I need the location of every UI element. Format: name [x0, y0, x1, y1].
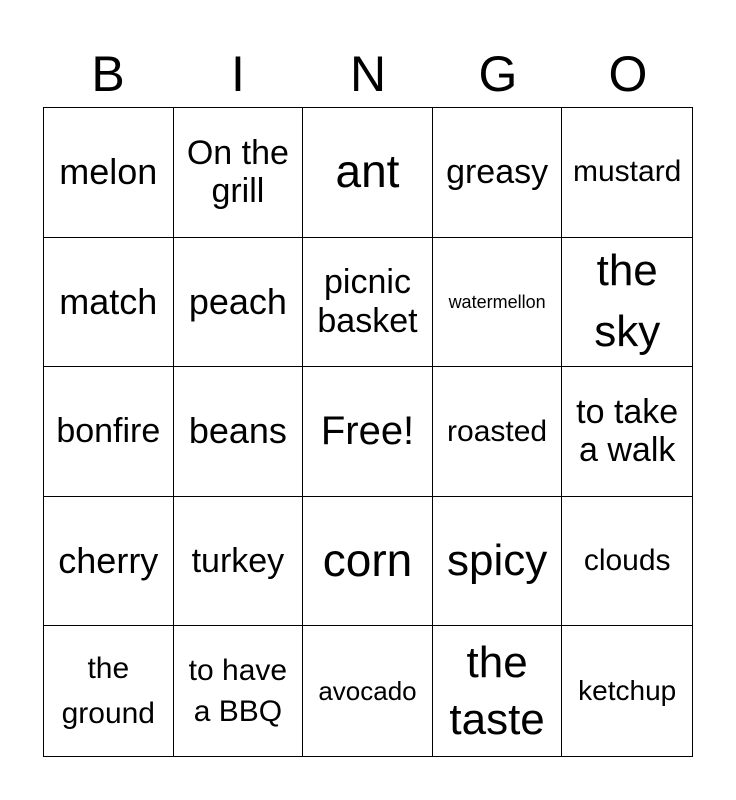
bingo-cell[interactable]	[174, 626, 304, 756]
cell-text: watermellon	[448, 291, 546, 312]
bingo-cell[interactable]	[303, 108, 433, 238]
header-letter-i: I	[231, 46, 245, 102]
cell-text: greasy	[446, 153, 549, 192]
bingo-cell[interactable]	[174, 108, 304, 238]
cell-text: clouds	[583, 544, 671, 578]
cell-text: the sky	[594, 246, 661, 356]
cell-text: peach	[188, 280, 287, 322]
bingo-cell[interactable]	[303, 497, 433, 627]
cell-text: bonfire	[56, 412, 161, 451]
bingo-cell[interactable]	[174, 238, 304, 368]
bingo-cell[interactable]	[44, 626, 174, 756]
bingo-cell[interactable]	[303, 367, 433, 497]
bingo-cell[interactable]	[44, 497, 174, 627]
bingo-cell[interactable]	[44, 367, 174, 497]
header-letter-g: G	[478, 46, 518, 102]
cell-text: picnic basket	[317, 263, 418, 340]
header-letter-n: N	[349, 46, 387, 102]
bingo-cell[interactable]	[562, 626, 692, 756]
cell-text: On the grill	[186, 133, 289, 211]
bingo-cell[interactable]	[562, 367, 692, 497]
cell-text: turkey	[191, 541, 285, 580]
bingo-cell[interactable]	[303, 626, 433, 756]
cell-text: melon	[59, 150, 158, 192]
cell-text: match	[59, 280, 158, 322]
bingo-cell[interactable]	[562, 108, 692, 238]
bingo-cell[interactable]	[303, 238, 433, 368]
cell-text: ant	[335, 145, 400, 198]
bingo-cell[interactable]	[433, 367, 563, 497]
cell-text: the ground	[61, 652, 155, 731]
bingo-cell[interactable]	[433, 238, 563, 368]
cell-text: mustard	[573, 155, 682, 189]
bingo-cell[interactable]	[433, 626, 563, 756]
cell-text: corn	[322, 534, 413, 587]
bingo-cell[interactable]	[44, 238, 174, 368]
cell-text: Free!	[320, 408, 415, 453]
header-letter-o: O	[608, 46, 648, 102]
bingo-cell[interactable]	[44, 108, 174, 238]
cell-text: the taste	[449, 638, 545, 745]
header-letter-b: B	[91, 46, 125, 102]
cell-text: to have a BBQ	[188, 653, 288, 729]
cell-text: cherry	[58, 539, 159, 581]
bingo-cell[interactable]	[174, 367, 304, 497]
bingo-cell[interactable]	[562, 238, 692, 368]
cell-text: ketchup	[578, 675, 677, 707]
bingo-cell[interactable]	[562, 497, 692, 627]
cell-text: beans	[188, 410, 287, 452]
bingo-cell[interactable]	[433, 108, 563, 238]
cell-text: spicy	[446, 536, 548, 586]
bingo-header	[43, 40, 693, 108]
cell-text: roasted	[447, 414, 548, 448]
cell-text: avocado	[318, 675, 417, 706]
bingo-cell[interactable]	[433, 497, 563, 627]
bingo-cell[interactable]	[174, 497, 304, 627]
bingo-board	[43, 107, 693, 757]
cell-text: to take a walk	[576, 393, 679, 470]
